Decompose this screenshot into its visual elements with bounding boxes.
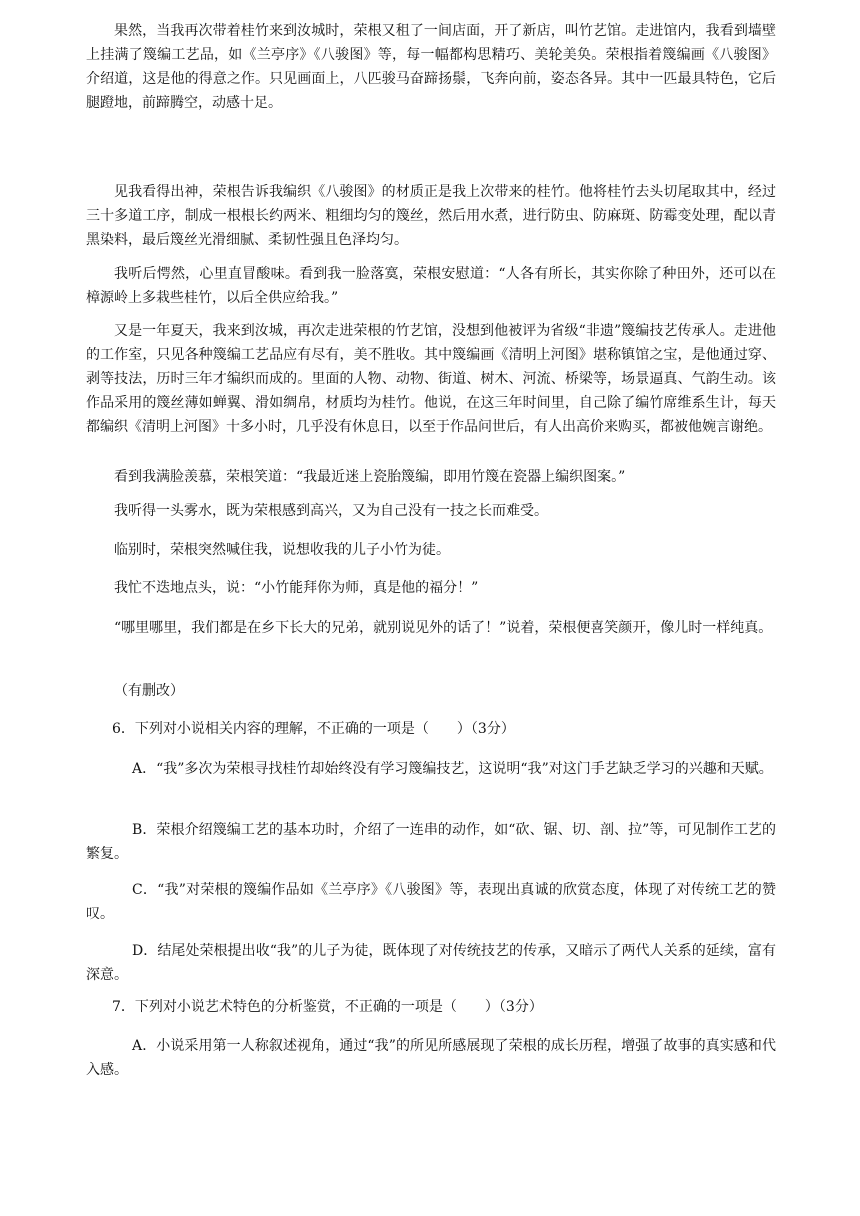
paragraph-farewell: 临别时，荣根突然喊住我，说想收我的儿子小竹为徒。 bbox=[114, 542, 450, 558]
question-6-option-a: A．“我”多次为荣根寻找桂竹却始终没有学习篾编技艺，这说明“我”对这门手艺缺乏学习的兴趣和天赋。 bbox=[132, 761, 773, 777]
paragraph-heritage: 又是一年夏天，我来到汝城，再次走进荣根的竹艺馆，没想到他被评为省级“非遗”篾编技艺传承人。走进他的工作室，只见各种篾编工艺品应有尽有，美不胜收。其中篾编画《清明上河图》堪称镇馆之宝，是他通过穿、剥等技法，历时三年才编织而成的。里面的人物、动物、街道、树木、河流、桥梁等，场景逼真、气韵生动。该作品采用的篾丝薄如蝉翼、滑如绸帛，材质均为桂竹。他说，在这三年时间里，自己除了编竹席维系生计，每天都编织《清明上河图》十多小时，几乎没有休息日，以至于作品问世后，有人出高价来购买，都被他婉言谢绝。 bbox=[86, 323, 776, 435]
abridged-note: （有删改） bbox=[114, 683, 184, 699]
paragraph-new-shop: 果然，当我再次带着桂竹来到汝城时，荣根又租了一间店面，开了新店，叫竹艺馆。走进馆内，我看到墙壁上挂满了篾编工艺品，如《兰亭序》《八骏图》等，每一幅都构思精巧、美轮美奂。荣根指着篾编画《八骏图》介绍道，这是他的得意之作。只见画面上，八匹骏马奋蹄扬鬃，飞奔向前，姿态各异。其中一匹最具特色，它后腿蹬地，前蹄腾空，动感十足。 bbox=[86, 23, 776, 111]
paragraph-brothers: “哪里哪里，我们都是在乡下长大的兄弟，就别说见外的话了！”说着，荣根便喜笑颜开，像儿时一样纯真。 bbox=[114, 620, 773, 636]
paragraph-material: 见我看得出神，荣根告诉我编织《八骏图》的材质正是我上次带来的桂竹。他将桂竹去头切尾取其中，经过三十多道工序，制成一根根长约两米、粗细均匀的篾丝，然后用水煮，进行防虫、防麻斑、防霉变处理，配以青黑染料，最后篾丝光滑细腻、柔韧性强且色泽均匀。 bbox=[86, 184, 776, 248]
paragraph-nod: 我忙不迭地点头，说：“小竹能拜你为师，真是他的福分！” bbox=[114, 580, 479, 596]
question-6-option-d: D．结尾处荣根提出收“我”的儿子为徒，既体现了对传统技艺的传承，又暗示了两代人关系的延续，富有深意。 bbox=[86, 943, 776, 983]
question-6-option-b: B．荣根介绍篾编工艺的基本功时，介绍了一连串的动作，如“砍、锯、切、剖、拉”等，可见制作工艺的繁复。 bbox=[86, 822, 776, 862]
question-6-stem: 6．下列对小说相关内容的理解，不正确的一项是（ ）（3分） bbox=[112, 721, 515, 737]
question-7-option-a: A．小说采用第一人称叙述视角，通过“我”的所见所感展现了荣根的成长历程，增强了故事的真实感和代入感。 bbox=[86, 1038, 776, 1078]
question-7-stem: 7．下列对小说艺术特色的分析鉴赏，不正确的一项是（ ）（3分） bbox=[112, 999, 543, 1015]
paragraph-porcelain: 看到我满脸羡慕，荣根笑道：“我最近迷上瓷胎篾编，即用竹篾在瓷器上编织图案。” bbox=[114, 469, 626, 485]
question-6-option-c: C．“我”对荣根的篾编作品如《兰亭序》《八骏图》等，表现出真诚的欣赏态度，体现了对传统工艺的赞叹。 bbox=[86, 882, 776, 922]
paragraph-comfort: 我听后愕然，心里直冒酸味。看到我一脸落寞，荣根安慰道：“人各有所长，其实你除了种田外，还可以在樟源岭上多栽些桂竹，以后全供应给我。” bbox=[86, 266, 776, 306]
paragraph-confused: 我听得一头雾水，既为荣根感到高兴，又为自己没有一技之长而难受。 bbox=[114, 503, 548, 519]
